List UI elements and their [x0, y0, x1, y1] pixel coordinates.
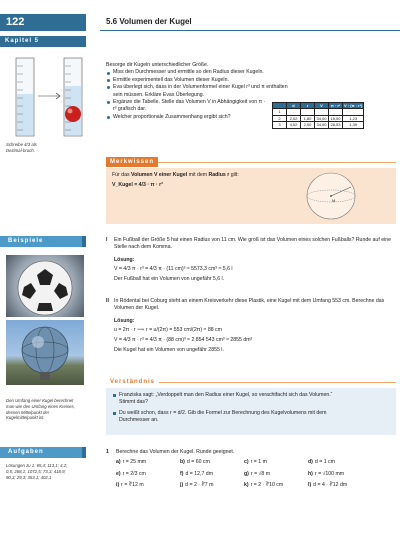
table-cell: 28,53: [330, 122, 341, 128]
task-item: d) d = 1 cm: [308, 459, 335, 466]
task-1: [106, 449, 396, 490]
verstaendnis-section: [106, 378, 396, 435]
sphere-diagram: [296, 171, 366, 221]
example-2-calc-radius: u = 2π · r ⟹ r = u/(2π) = 553 cm/(2π) ≈ 88 cm: [114, 327, 222, 334]
task-item: k) r = 2 · ∛10 cm: [244, 482, 284, 489]
example-2-answer: Die Kugel hat ein Volumen von ungefähr 2855 l.: [114, 346, 224, 353]
example-2: [106, 298, 396, 354]
list-item: Ermittle experimentell das Volumen dieser Kugeln.: [106, 77, 396, 84]
merkwissen-box: [106, 168, 396, 224]
verstaendnis-rule: [159, 382, 396, 383]
task-item: g) r = √8 m: [244, 470, 271, 477]
example-2-loesung: Lösung:: [114, 317, 135, 324]
table-header-cell: d: [287, 103, 301, 109]
table-header-cell: V: [315, 103, 329, 109]
table-cell: 1,35: [343, 122, 364, 128]
sculpture-photo: [6, 320, 84, 385]
task-1-number: 1: [106, 449, 109, 455]
example-1-text: Ein Fußball der Größe 5 hat einen Radius von 11 cm. Wie groß ist das Volumen eines solchen Fußballs? Runde auf eine Stelle nach dem Komma.: [114, 237, 392, 251]
sculpture-icon: [6, 320, 84, 385]
task-item: f) d = 12,7 dm: [180, 470, 214, 477]
task-item: j) d = 2 · ∛7 m: [180, 482, 214, 489]
football-icon: [6, 255, 84, 317]
header-rule: [100, 30, 400, 31]
task-item: i) r = ∛12 m: [116, 482, 144, 489]
example-1-number: I: [106, 237, 108, 243]
example-1: [106, 237, 396, 283]
page-number: 122: [6, 16, 25, 28]
example-1-loesung: Lösung:: [114, 256, 135, 263]
list-item: Franziska sagt: „Verdoppelt man den Radius einer Kugel, so verachtfacht sich das Volumen.“ Stimmt das?: [112, 392, 342, 407]
table-cell: 2: [273, 115, 287, 121]
task-1-text: Berechne das Volumen der Kugel. Runde geeignet.: [116, 449, 235, 455]
verstaendnis-label: Verständnis: [110, 379, 156, 385]
table-header-cell: π · r³: [329, 103, 343, 109]
table-header-cell: V : (π · r³): [344, 103, 363, 108]
task-item: a) r = 25 mm: [116, 459, 147, 466]
chapter-label: Kapitel 5: [0, 36, 86, 47]
list-item: Welcher proportionale Zusammenhang ergibt sich?: [106, 114, 266, 121]
intro-table: [272, 102, 364, 129]
football-photo: [6, 255, 84, 317]
example-2-calc-volume: V = 4/3 π · r³ = 4/3 π · (88 cm)³ ≈ 2 854 543 cm³ ≈ 2855 dm³: [114, 336, 253, 343]
aufgaben-label: Aufgaben: [0, 447, 86, 458]
example-1-calc: V = 4/3 π · r³ = 4/3 π · (11 cm)³ ≈ 5573,3 cm³ ≈ 5,6 l: [114, 266, 233, 273]
example-2-text: In Rödental bei Coburg steht an einem Kreisverkehr diese Plastik, eine Kugel mit dem Umfang 553 cm. Berechne das Volumen der Kugel.: [114, 298, 385, 312]
section-title: 5.6 Volumen der Kugel: [106, 17, 192, 26]
sphere-volume-formula: V_Kugel = 4/3 · π · r³: [112, 182, 163, 189]
list-item: Du weißt schon, dass r = d/2. Gib die Formel zur Berechnung des Kugelvolumens mit dem Durchmesser an.: [112, 410, 342, 425]
table-cell: 1,23: [343, 115, 364, 121]
merkwissen-label: Merkwissen: [106, 157, 158, 167]
table-cell: 2,02: [287, 115, 301, 121]
list-item: Eva überlegt sich, dass in der Volumenformel einer Kugel r³ und π enthalten sein müssen. Erkläre Evas Überlegung.: [106, 84, 290, 99]
merkwissen-text: Für das Volumen V einer Kugel mit dem Radius r gilt:: [112, 172, 239, 178]
task-item: l) d = 4 · ∛12 dm: [308, 482, 348, 489]
measuring-cylinders-figure: [14, 56, 86, 138]
table-cell: 1: [273, 109, 287, 115]
intro-lead: Besorge dir Kugeln unterschiedlicher Größe.: [106, 62, 209, 68]
table-cell: 15,00: [330, 115, 341, 121]
list-item: Ergänze die Tabelle. Stelle das Volumen V in Abhängigkeit von π · r³ grafisch dar.: [106, 99, 266, 114]
task-item: c) r = 1 m: [244, 459, 267, 466]
merkwissen-rule: [158, 162, 396, 163]
example-1-answer: Der Fußball hat ein Volumen von ungefähr 5,6 l.: [114, 275, 225, 282]
table-cell: 34,00: [316, 122, 327, 128]
table-cell: 2,00: [301, 122, 315, 128]
table-header-cell: r: [301, 103, 315, 109]
task-item: e) r = 2/3 cm: [116, 470, 146, 477]
cylinder-caption: Schreibe 4/3 als Dezimal-bruch.: [6, 142, 37, 153]
sphere-center-label: M: [332, 198, 336, 203]
table-cell: 3: [273, 122, 287, 128]
task-item: b) d = 60 cm: [180, 459, 210, 466]
task-1-items: [106, 459, 396, 489]
umfang-note: Den Umfang einer Kugel berechnet man wie den Umfang eines Kreises, dessen Mittelpunkt der Kugelmittelpunkt ist.: [6, 398, 75, 421]
verstaendnis-list: [112, 392, 390, 425]
example-2-number: II: [106, 298, 109, 304]
beispiele-label: Beispiele: [0, 236, 86, 247]
table-cell: 34,00: [316, 115, 327, 121]
loesungen-note: Lösungen zu 1: 65,4; 113,1; 4,2; 0,5; 268,1; 1072,5; 73,3; 418,9; 90,3; 29,3; 353,1; 402,1: [6, 463, 68, 480]
merkwissen-section: [106, 157, 396, 224]
intro-table-wrap: [272, 102, 364, 129]
task-item: h) r = √100 mm: [308, 470, 345, 477]
list-item: Miss den Durchmesser und ermittle so den Radius dieser Kugeln.: [106, 69, 396, 76]
table-cell: 4,02: [287, 122, 301, 128]
verstaendnis-box: [106, 388, 396, 435]
table-cell: 1,80: [301, 115, 315, 121]
